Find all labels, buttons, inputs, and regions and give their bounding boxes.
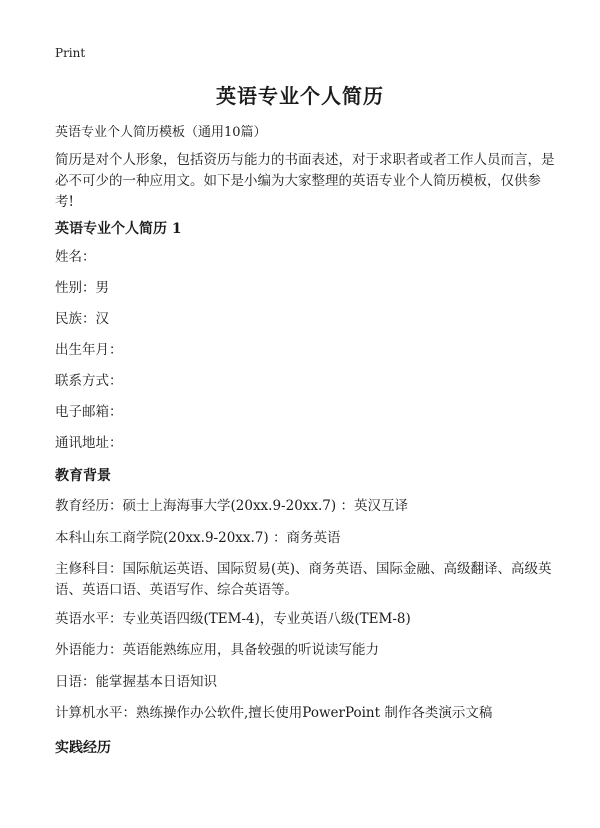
education-history: 教育经历：硕士上海海事大学(20xx.9-20xx.7) ：英汉互译 <box>55 498 408 514</box>
practice-heading: 实践经历 <box>55 740 111 756</box>
print-link[interactable]: Print <box>55 46 86 60</box>
page-title: 英语专业个人简历 <box>216 84 384 108</box>
resume-heading: 英语专业个人简历 1 <box>55 221 182 237</box>
field-gender: 性别：男 <box>55 280 109 296</box>
field-address: 通讯地址： <box>55 435 123 451</box>
education-japanese: 日语：能掌握基本日语知识 <box>55 674 217 690</box>
education-undergrad: 本科山东工商学院(20xx.9-20xx.7) ：商务英语 <box>55 530 341 546</box>
field-birth: 出生年月： <box>55 342 123 358</box>
field-name: 姓名： <box>55 249 96 265</box>
education-subjects: 主修科目：国际航运英语、国际贸易(英)、商务英语、国际金融、高级翻译、高级英语、英语口语、英语写作、综合英语等。 <box>55 561 552 598</box>
intro-paragraph: 简历是对个人形象，包括资历与能力的书面表述，对于求职者或者工作人员而言，是必不可少的一种应用文。如下是小编为大家整理的英语专业个人简历模板，仅供参考! <box>55 152 555 210</box>
page-subtitle: 英语专业个人简历模板（通用10篇） <box>55 125 267 140</box>
education-language-ability: 外语能力：英语能熟练应用，具备较强的听说读写能力 <box>55 642 379 658</box>
field-ethnicity: 民族：汉 <box>55 311 109 327</box>
education-english-level: 英语水平：专业英语四级(TEM-4)，专业英语八级(TEM-8) <box>55 611 411 627</box>
field-contact: 联系方式： <box>55 373 123 389</box>
education-computer: 计算机水平：熟练操作办公软件,擅长使用PowerPoint 制作各类演示文稿 <box>55 705 493 721</box>
field-email: 电子邮箱： <box>55 404 123 420</box>
education-heading: 教育背景 <box>55 468 111 484</box>
